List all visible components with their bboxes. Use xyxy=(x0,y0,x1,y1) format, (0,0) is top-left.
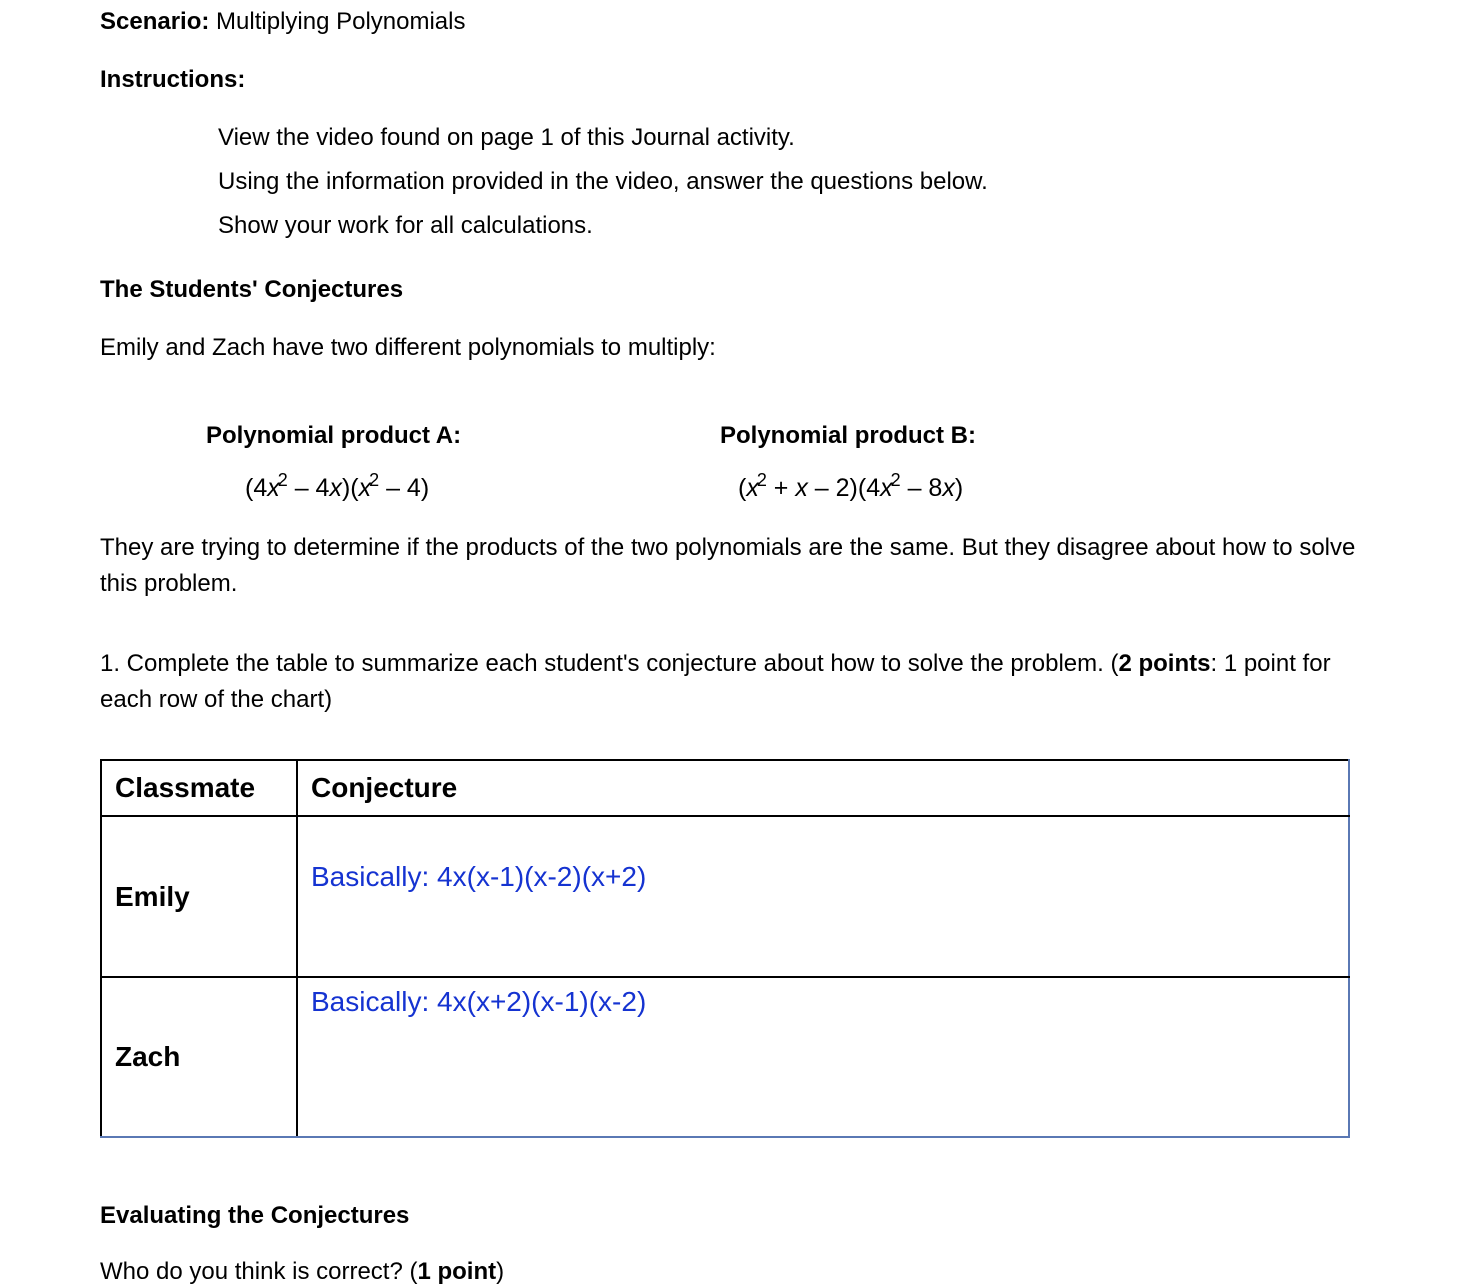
table-row xyxy=(101,816,1349,977)
product-a-expression: $(4x^2 - 4x)(x^2 - 4)$ xyxy=(245,470,430,502)
question-1: 1. Complete the table to summarize each student's conjecture about how to solve the problem. (2 points: 1 point for each row of the chart) xyxy=(100,650,1331,713)
intro-text: Emily and Zach have two different polynomials to multiply: xyxy=(100,334,716,361)
classmate-cell: Zach xyxy=(101,977,297,1137)
instruction-item: Using the information provided in the video, answer the questions below. xyxy=(218,168,988,195)
scenario-line xyxy=(100,8,465,36)
table-header-row xyxy=(101,760,1349,816)
instruction-item: Show your work for all calculations. xyxy=(218,212,593,239)
problem-paragraph: They are trying to determine if the products of the two polynomials are the same. But they disagree about how to solve this problem. xyxy=(100,534,1356,597)
scenario-value: Multiplying Polynomials xyxy=(216,8,466,35)
section-heading: Evaluating the Conjectures xyxy=(100,1202,410,1229)
conjecture-cell[interactable]: Basically: 4x(x+2)(x-1)(x-2) xyxy=(297,977,1349,1137)
classmate-cell: Emily xyxy=(101,816,297,977)
header-classmate: Classmate xyxy=(101,760,297,816)
table-row xyxy=(101,977,1349,1137)
product-b-label: Polynomial product B: xyxy=(720,422,977,449)
conjecture-cell[interactable]: Basically: 4x(x-1)(x-2)(x+2) xyxy=(297,816,1349,977)
instruction-item: View the video found on page 1 of this Journal activity. xyxy=(218,124,795,151)
scenario-label: Scenario: xyxy=(100,8,210,35)
product-a-label: Polynomial product A: xyxy=(206,422,462,449)
header-conjecture: Conjecture xyxy=(297,760,1349,816)
question-2: Who do you think is correct? (1 point) xyxy=(100,1258,505,1285)
product-b-expression: $(x^2 + x - 2)(4x^2 - 8x)$ xyxy=(738,470,964,502)
conjecture-table xyxy=(100,759,1350,1138)
section-heading: The Students' Conjectures xyxy=(100,276,404,303)
instructions-label: Instructions: xyxy=(100,66,246,93)
